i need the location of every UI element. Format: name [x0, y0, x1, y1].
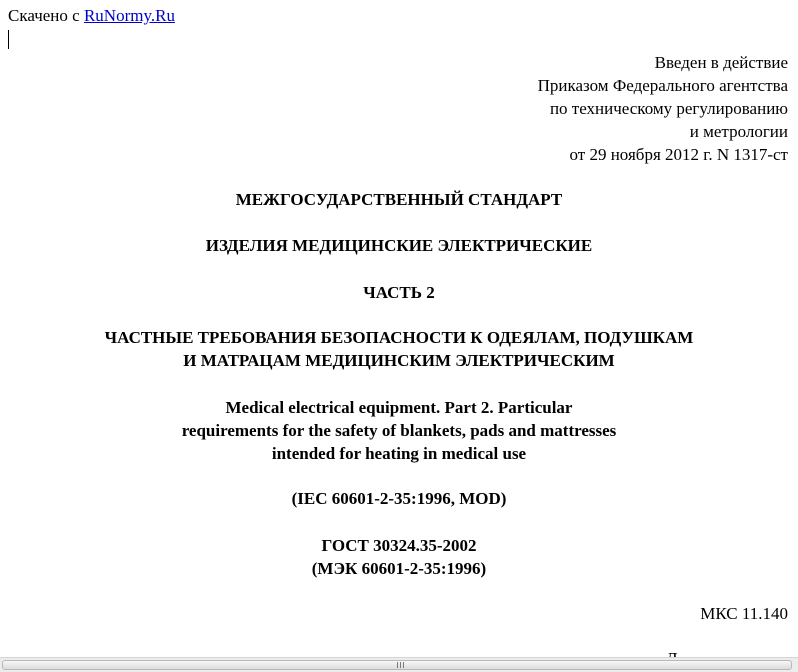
- iec-reference-text: (IEC 60601-2-35:1996, MOD): [291, 489, 507, 508]
- iec-reference: [0, 487, 798, 510]
- english-title-line: requirements for the safety of blankets, pads and mattresses: [181, 421, 617, 440]
- enactment-line: по техническому регулированию: [549, 99, 788, 118]
- standard-type-heading: [0, 188, 798, 211]
- text-cursor: [8, 30, 9, 49]
- scrollbar-thumb[interactable]: [2, 660, 792, 670]
- standard-type-text: МЕЖГОСУДАРСТВЕННЫЙ СТАНДАРТ: [235, 190, 563, 209]
- part-heading: [0, 281, 798, 304]
- enactment-line: Приказом Федерального агентства: [537, 76, 788, 95]
- partial-next-line: [666, 650, 678, 657]
- gost-number: ГОСТ 30324.35-2002: [321, 536, 477, 555]
- download-source-prefix: Скачено с: [8, 6, 84, 25]
- gost-designation: [0, 534, 798, 580]
- grip-lines-icon: [396, 662, 406, 668]
- english-title-line: Medical electrical equipment. Part 2. Particular: [225, 398, 573, 417]
- part-text: ЧАСТЬ 2: [363, 283, 435, 302]
- english-title-line: intended for heating in medical use: [271, 444, 527, 463]
- enactment-line: и метрологии: [689, 122, 788, 141]
- enactment-line: Введен в действие: [654, 53, 788, 72]
- subject-line: ЧАСТНЫЕ ТРЕБОВАНИЯ БЕЗОПАСНОСТИ К ОДЕЯЛАМ, ПОДУШКАМ: [104, 328, 694, 347]
- subject-heading: [0, 326, 798, 372]
- enactment-line: от 29 ноября 2012 г. N 1317-ст: [569, 145, 788, 164]
- product-heading: [0, 234, 798, 257]
- mek-reference: (МЭК 60601-2-35:1996): [311, 559, 487, 578]
- enactment-notice: [538, 51, 788, 166]
- runormy-link[interactable]: RuNormy.Ru: [83, 6, 175, 25]
- english-title: [0, 396, 798, 465]
- download-source-line: [8, 6, 175, 26]
- product-text: ИЗДЕЛИЯ МЕДИЦИНСКИЕ ЭЛЕКТРИЧЕСКИЕ: [205, 236, 593, 255]
- subject-line: И МАТРАЦАМ МЕДИЦИНСКИМ ЭЛЕКТРИЧЕСКИМ: [183, 351, 615, 370]
- mks-code: МКС 11.140: [700, 604, 788, 623]
- horizontal-scrollbar[interactable]: [0, 657, 798, 672]
